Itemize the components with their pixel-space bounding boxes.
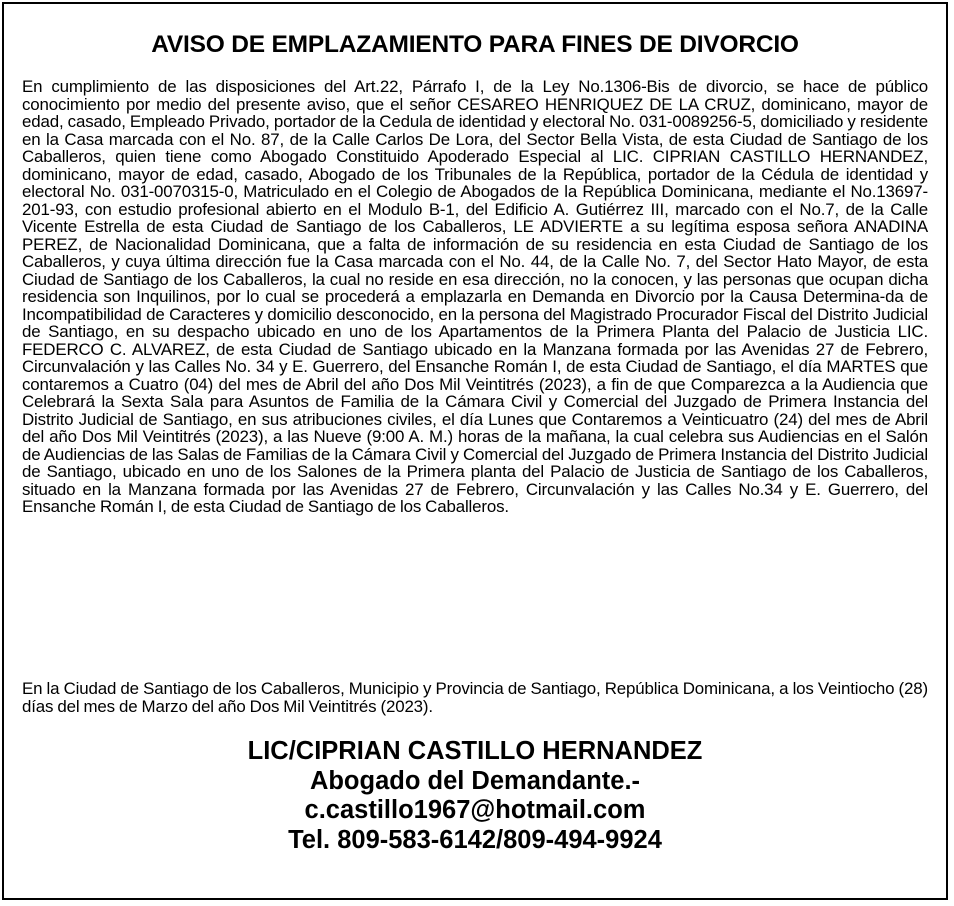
signature-block [4,737,946,855]
legal-notice [2,2,948,900]
notice-body-paragraph: En cumplimiento de las disposiciones del Art.22, Párrafo I, de la Ley No.1306-Bis de divorcio, se hace de público conocimiento por medio del presente aviso, que el señor CESAREO HENRIQUEZ DE LA CRUZ, dominicano, mayor de edad, casado, Empleado Privado, portador de la Cedula de identidad y electoral No. 031-0089256-5, domiciliado y residente en la Casa marcada con el No. 87, de la Calle Carlos De Lora, del Sector Bella Vista, de esta Ciudad de Santiago de los Caballeros, quien tiene como Abogado Constituido Apoderado Especial al LIC. CIPRIAN CASTILLO HERNANDEZ, dominicano, mayor de edad, casado, Abogado de los Tribunales de la República, portador de la Cédula de identidad y electoral No. 031-0070315-0, Matriculado en el Colegio de Abogados de la República Dominicana, mediante el No.13697-201-93, con estudio profesional abierto en el Modulo B-1, del Edificio A. Gutiérrez III, marcado con el No.7, de la Calle Vicente Estrella de esta Ciudad de Santiago de los Caballeros, LE ADVIERTE a su legítima esposa señora ANADINA PEREZ, de Nacionalidad Dominicana, que a falta de información de su residencia en esta Ciudad de Santiago de los Caballeros, y cuya última dirección fue la Casa marcada con el No. 44, de la Calle No. 7, del Sector Hato Mayor, de esta Ciudad de Santiago de los Caballeros, la cual no reside en esa dirección, no la conocen, y las personas que ocupan dicha residencia son Inquilinos, por lo cual se procederá a emplazarla en Demanda en Divorcio por la Causa Determina-da de Incompatibilidad de Caracteres y domicilio desconocido, en la persona del Magistrado Procurador Fiscal del Distrito Judicial de Santiago, en su despacho ubicado en uno de los Apartamentos de la Primera Planta del Palacio de Justicia LIC. FEDERCO C. ALVAREZ, de esta Ciudad de Santiago ubicado en la Manzana formada por las Avenidas 27 de Febrero, Circunvalación y las Calles No. 34 y E. Guerrero, del Ensanche Román I, de esta Ciudad de Santiago, el día MARTES que contaremos a Cuatro (04) del mes de Abril del año Dos Mil Veintitrés (2023), a fin de que Comparezca a la Audiencia que Celebrará la Sexta Sala para Asuntos de Familia de la Cámara Civil y Comercial del Juzgado de Primera Instancia del Distrito Judicial de Santiago, en sus atribuciones civiles, el día Lunes que Contaremos a Veinticuatro (24) del mes de Abril del año Dos Mil Veintitrés (2023), a las Nueve (9:00 A. M.) horas de la mañana, la cual celebra sus Audiencias en el Salón de Audiencias de las Salas de Familias de la Cámara Civil y Comercial del Juzgado de Primera Instancia del Distrito Judicial de Santiago, ubicado en uno de los Salones de la Primera planta del Palacio de Justicia de Santiago de los Caballeros, situado en la Manzana formada por las Avenidas 27 de Febrero, Circunvalación y las Calles No.34 y E. Guerrero, del Ensanche Román I, de esta Ciudad de Santiago de los Caballeros. [22,77,928,516]
signature-name: LIC/CIPRIAN CASTILLO HERNANDEZ [247,737,703,765]
signature-role: Abogado del Demandante.- [309,766,641,795]
signature-email: c.castillo1967@hotmail.com [304,796,646,824]
notice-title: AVISO DE EMPLAZAMIENTO PARA FINES DE DIVORCIO [151,31,799,58]
notice-date-paragraph: En la Ciudad de Santiago de los Caballeros, Municipio y Provincia de Santiago, República Dominicana, a los Veintiocho (28) días del mes de Marzo del año Dos Mil Veintitrés (2023). [22,679,928,716]
signature-phone: Tel. 809-583-6142/809-494-9924 [288,825,662,854]
